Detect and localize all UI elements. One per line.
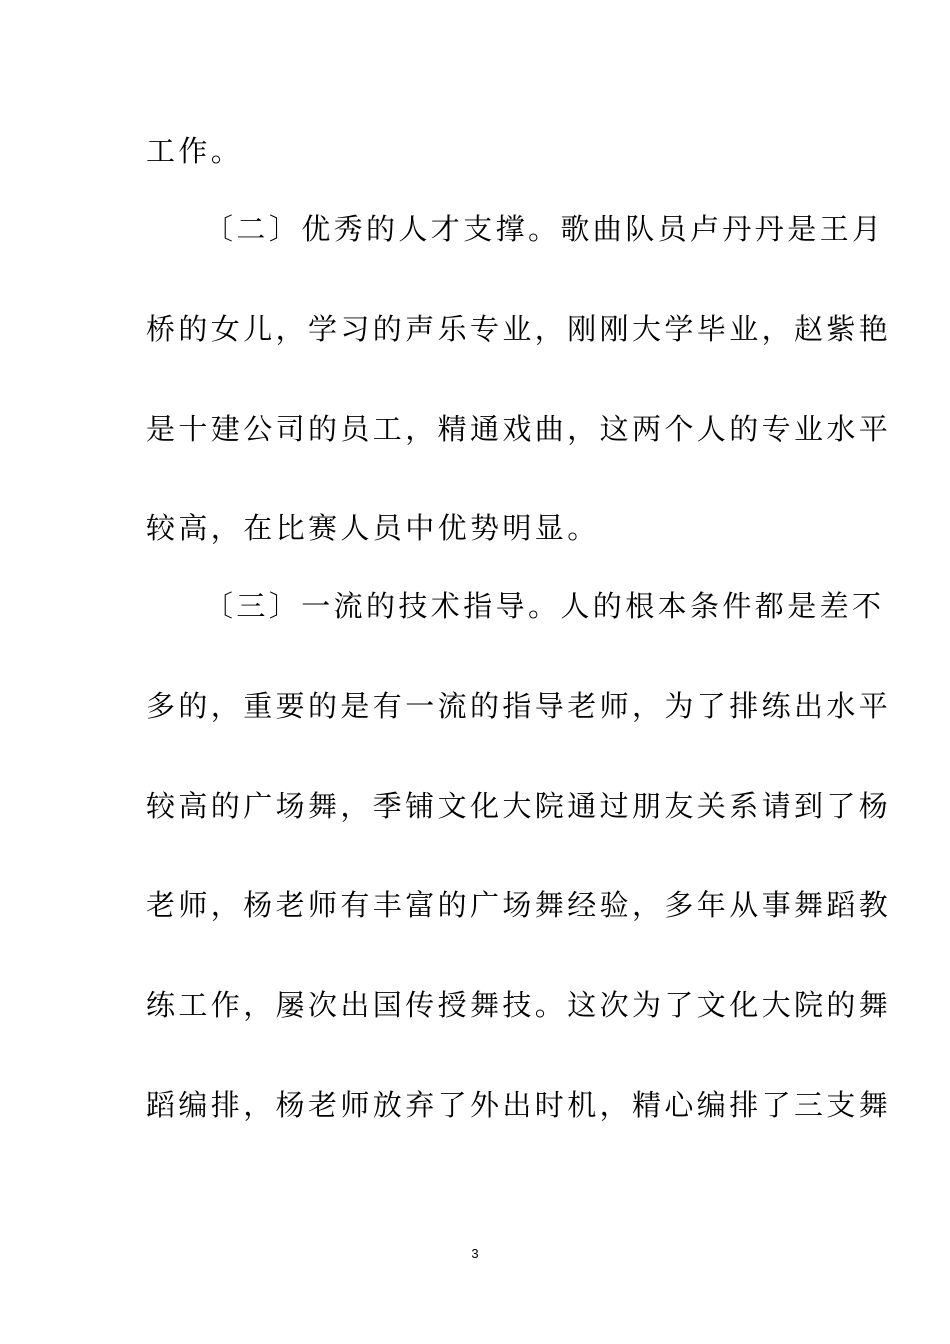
text-line: 多的，重要的是有一流的指导老师，为了排练出水平 — [146, 689, 892, 723]
text-line: 蹈编排，杨老师放弃了外出时机，精心编排了三支舞 — [146, 1088, 892, 1122]
paragraph-heading-technical-guidance: 〔三〕一流的技术指导。人的根本条件都是差不 — [204, 589, 885, 623]
text-line: 较高的广场舞，季铺文化大院通过朋友关系请到了杨 — [146, 789, 892, 823]
text-line: 练工作，屡次出国传授舞技。这次为了文化大院的舞 — [146, 988, 892, 1022]
text-line: 工作。 — [146, 134, 244, 168]
text-line: 老师，杨老师有丰富的广场舞经验，多年从事舞蹈教 — [146, 888, 892, 922]
text-line: 是十建公司的员工，精通戏曲，这两个人的专业水平 — [146, 412, 892, 446]
text-line: 桥的女儿，学习的声乐专业，刚刚大学毕业，赵紫艳 — [146, 312, 892, 346]
text-line: 较高，在比赛人员中优势明显。 — [146, 511, 600, 545]
page-number: 3 — [471, 1246, 479, 1261]
paragraph-heading-talent-support: 〔二〕优秀的人才支撑。歌曲队员卢丹丹是王月 — [204, 212, 885, 246]
